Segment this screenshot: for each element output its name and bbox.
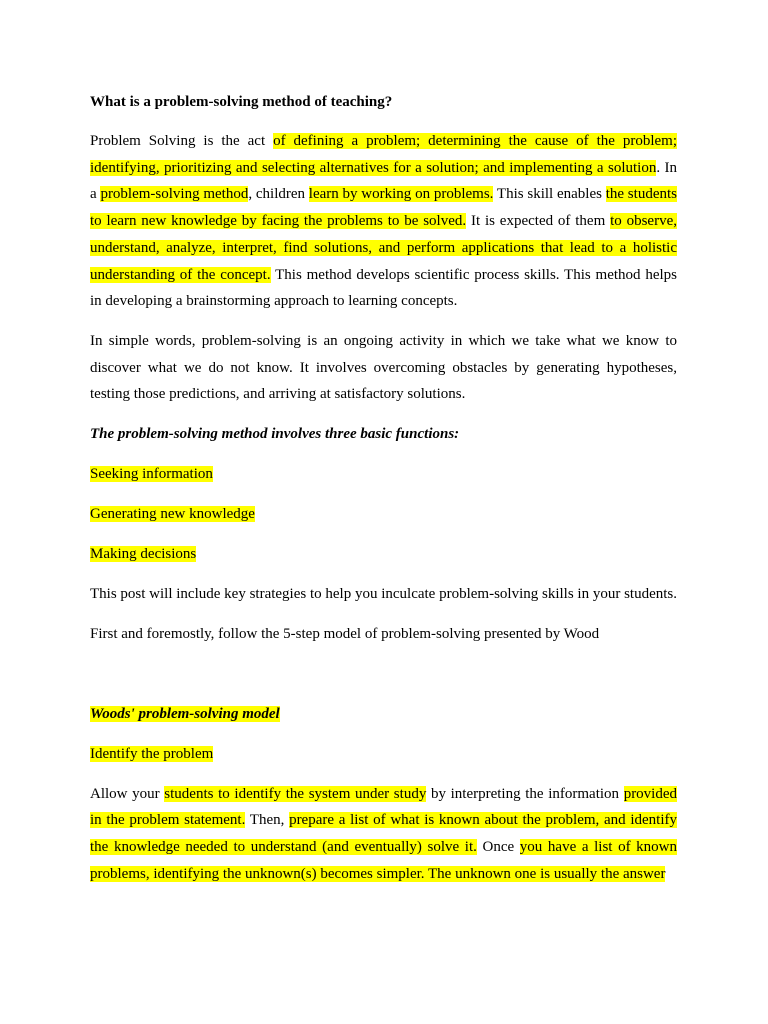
text-run: This method develops scientific process skills. This method helps in developing a brainstorming approach to learning concepts.	[90, 266, 677, 310]
text-run: Once	[476, 839, 520, 856]
step-heading-identify	[90, 741, 677, 768]
paragraph-identify	[90, 781, 677, 888]
paragraph-definition	[90, 128, 677, 315]
text-run: . In a	[90, 159, 678, 203]
function-item	[90, 501, 677, 528]
highlighted-text: you have a list of known problems, identifying the unknown(s) becomes simpler. The unknown one is usually the answer	[90, 839, 678, 882]
highlighted-text: Generating new knowledge	[90, 506, 255, 523]
highlighted-text: provided in the problem statement.	[90, 785, 678, 829]
function-item	[90, 541, 677, 568]
highlighted-text: Identify the problem	[90, 745, 214, 762]
paragraph-simple-words: In simple words, problem-solving is an ongoing activity in which we take what we know to discover what we do not know. It involves overcoming obstacles by generating hypotheses, testing those predictions, and arriving at satisfactory solutions.	[90, 332, 677, 403]
text-run: Allow your	[90, 785, 165, 802]
text-run: Then,	[245, 812, 290, 829]
highlighted-text: Woods' problem-solving model	[90, 705, 280, 722]
text-run: , children	[248, 186, 309, 203]
highlighted-text: of defining a problem; determining the cause of the problem; identifying, prioritizing and selecting alternatives for a solution; and implementing a solution	[90, 133, 678, 176]
woods-model-heading	[90, 701, 677, 728]
highlighted-text: Seeking information	[90, 466, 213, 483]
function-item	[90, 461, 677, 488]
text-run: by interpreting the information	[426, 785, 624, 802]
highlighted-text: students to identify the system under study	[164, 785, 427, 802]
paragraph-strategies: This post will include key strategies to help you inculcate problem-solving skills in your students.	[90, 586, 677, 603]
highlighted-text: the students to learn new knowledge by facing the problems to be solved.	[90, 186, 677, 230]
highlighted-text: to observe, understand, analyze, interpret, find solutions, and perform applications that lead to a holistic understanding of the concept.	[90, 213, 677, 283]
section-heading: What is a problem-solving method of teaching?	[90, 94, 393, 110]
blank-line	[90, 661, 677, 701]
text-run: It is expected of them	[466, 213, 611, 230]
paragraph-wood-intro: First and foremostly, follow the 5-step model of problem-solving presented by Wood	[90, 625, 600, 642]
highlighted-text: Making decisions	[90, 546, 197, 563]
text-run: Problem Solving is the act	[90, 133, 274, 149]
functions-heading: The problem-solving method involves three basic functions:	[90, 426, 460, 443]
document-body	[90, 89, 677, 901]
text-run: This skill enables	[493, 186, 606, 203]
highlighted-text: learn by working on problems.	[308, 186, 494, 203]
highlighted-text: prepare a list of what is known about the problem, and identify the knowledge needed to understand (and eventually) solve it.	[90, 812, 677, 856]
highlighted-text: problem-solving method	[100, 186, 249, 203]
